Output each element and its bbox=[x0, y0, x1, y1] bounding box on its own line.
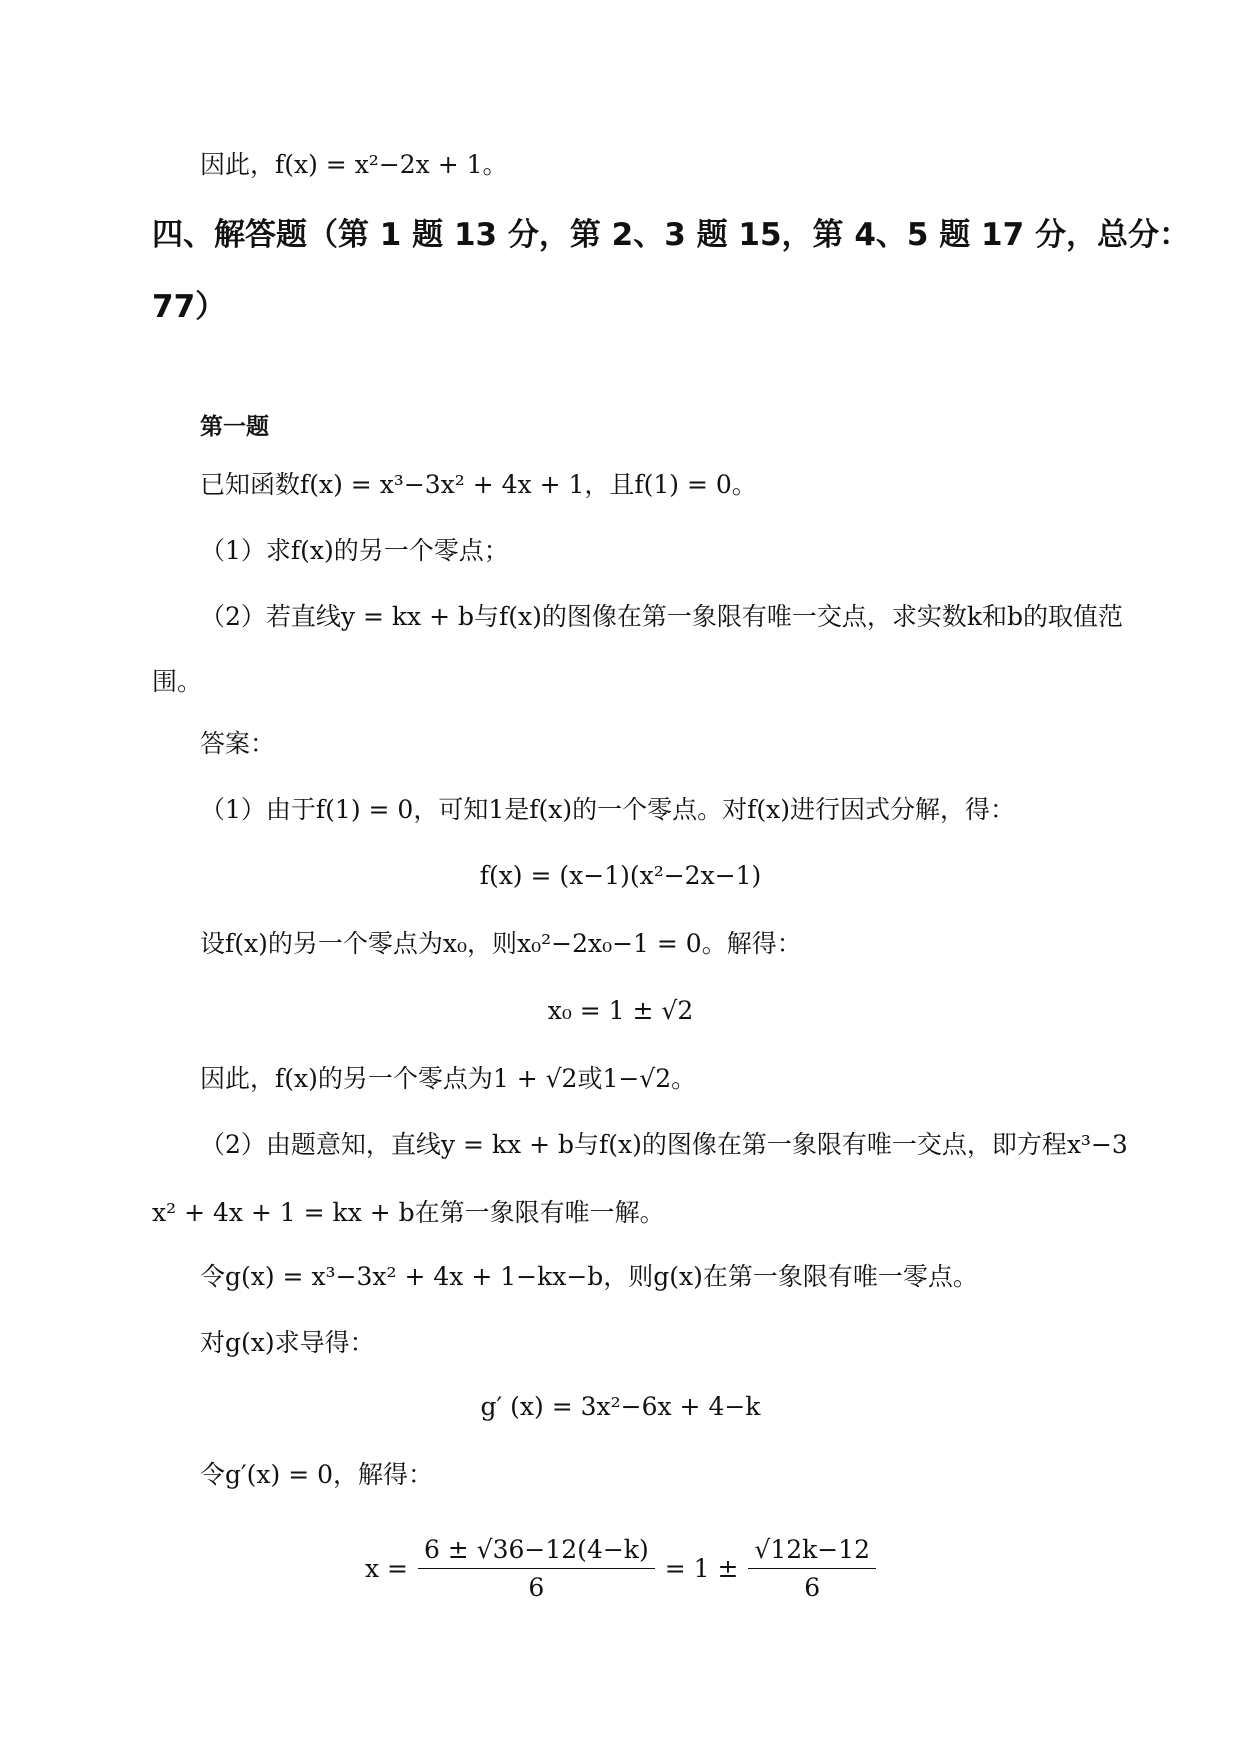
fraction-equation bbox=[0, 1535, 1241, 1602]
text-line: 已知函数f(x) = x³−3x² + 4x + 1，且f(1) = 0。 bbox=[200, 470, 757, 499]
text-line: 答案： bbox=[200, 729, 276, 758]
text-line: （2）若直线y = kx + b与f(x)的图像在第一象限有唯一交点，求实数k和b的取值范 bbox=[200, 602, 1123, 631]
question-title: 第一题 bbox=[200, 414, 269, 440]
equation-lhs: x = bbox=[364, 1554, 408, 1583]
text-line: 令g′(x) = 0，解得： bbox=[200, 1460, 434, 1489]
section-heading: 四、解答题（第 1 题 13 分，第 2、3 题 15，第 4、5 题 17 分，总分： bbox=[152, 217, 1190, 253]
fraction-numerator: √12k−12 bbox=[748, 1535, 876, 1569]
text-line: （1）由于f(1) = 0，可知1是f(x)的一个零点。对f(x)进行因式分解，得： bbox=[200, 795, 1015, 824]
fraction-denominator: 6 bbox=[528, 1573, 545, 1602]
fraction-1 bbox=[418, 1535, 655, 1602]
text-line: 围。 bbox=[152, 667, 203, 696]
display-equation: g′ (x) = 3x²−6x + 4−k bbox=[480, 1392, 761, 1421]
text-line: 对g(x)求导得： bbox=[200, 1328, 375, 1357]
fraction-denominator: 6 bbox=[804, 1573, 821, 1602]
fraction-numerator: 6 ± √36−12(4−k) bbox=[418, 1535, 655, 1569]
text-line: （2）由题意知，直线y = kx + b与f(x)的图像在第一象限有唯一交点，即方程x³−3 bbox=[200, 1130, 1128, 1159]
text-line: 因此，f(x) = x²−2x + 1。 bbox=[200, 150, 508, 179]
display-equation: f(x) = (x−1)(x²−2x−1) bbox=[479, 861, 762, 890]
text-line: x² + 4x + 1 = kx + b在第一象限有唯一解。 bbox=[152, 1198, 665, 1227]
fraction-2 bbox=[748, 1535, 876, 1602]
text-line: 因此，f(x)的另一个零点为1 + √2或1−√2。 bbox=[200, 1064, 697, 1093]
text-line: 令g(x) = x³−3x² + 4x + 1−kx−b，则g(x)在第一象限有唯一零点。 bbox=[200, 1262, 978, 1291]
display-equation: x₀ = 1 ± √2 bbox=[547, 996, 694, 1025]
equation-mid: = 1 ± bbox=[664, 1554, 739, 1583]
section-heading-continued: 77） bbox=[152, 289, 227, 325]
text-line: （1）求f(x)的另一个零点； bbox=[200, 536, 509, 565]
text-line: 设f(x)的另一个零点为x₀，则x₀²−2x₀−1 = 0。解得： bbox=[200, 929, 802, 958]
